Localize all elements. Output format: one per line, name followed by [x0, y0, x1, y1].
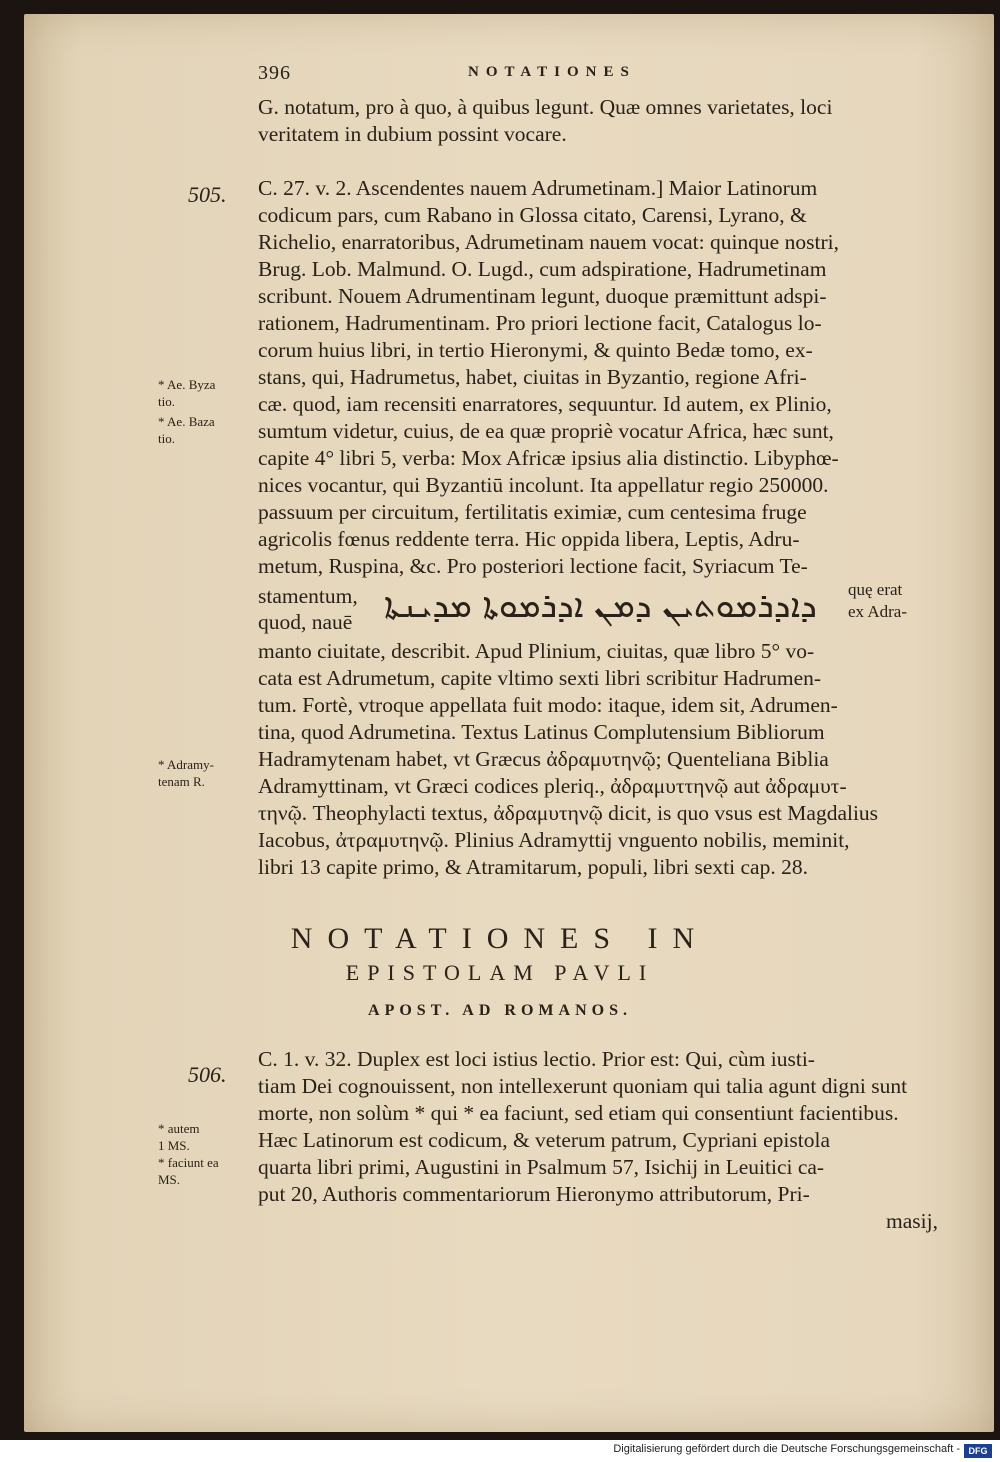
- text-line: Hæc Latinorum est codicum, & veterum patrum, Cypriani epistola: [258, 1128, 831, 1152]
- margin-note: * Ae. Baza: [158, 414, 215, 429]
- text-fragment: stamentum,: [258, 584, 358, 608]
- text-line: stans, qui, Hadrumetus, habet, ciuitas in Byzantio, regione Afri-: [258, 365, 807, 389]
- syriac-quotation: [258, 578, 938, 634]
- margin-note: * autem: [158, 1121, 200, 1136]
- text-line: metum, Ruspina, &c. Pro posteriori lectione facit, Syriacum Te-: [258, 554, 808, 578]
- section-subtitle-small: APOST. AD ROMANOS.: [368, 1002, 632, 1019]
- text-line: tiam Dei cognouissent, non intellexerunt quoniam qui talia agunt digni sunt: [258, 1074, 908, 1098]
- text-line: Brug. Lob. Malmund. O. Lugd., cum adspiratione, Hadrumetinam: [258, 257, 827, 281]
- text-line: cæ. quod, iam recensiti enarratores, sequuntur. Id autem, ex Plinio,: [258, 392, 832, 416]
- running-title: NOTATIONES: [468, 64, 636, 80]
- margin-note: * faciunt ea: [158, 1155, 219, 1170]
- text-fragment: ex Adra-: [848, 602, 908, 621]
- text-line: masij,: [886, 1209, 938, 1233]
- page-header: [258, 62, 938, 86]
- text-line: C. 1. v. 32. Duplex est loci istius lectio. Prior est: Qui, cùm iusti-: [258, 1047, 815, 1071]
- text-line: scribunt. Nouem Adrumentinam legunt, duoque præmittunt adspi-: [258, 284, 827, 308]
- text-line: corum huius libri, in tertio Hieronymi, & quinto Bedæ tomo, ex-: [258, 338, 813, 362]
- text-line: agricolis fœnus reddente terra. Hic oppida libera, Leptis, Adru-: [258, 527, 800, 551]
- text-line: G. notatum, pro à quo, à quibus legunt. Quæ omnes varietates, loci: [258, 95, 833, 119]
- dfg-logo: DFG: [964, 1444, 992, 1458]
- margin-note: tio.: [158, 394, 175, 409]
- margin-note: * Adramy-: [158, 757, 214, 772]
- text-line: morte, non solùm * qui * ea faciunt, sed etiam qui consentiunt facientibus.: [258, 1101, 899, 1125]
- text-line: Hadramytenam habet, vt Græcus ἀδραμυτηνῷ; Quenteliana Biblia: [258, 747, 829, 771]
- funding-note: Digitalisierung gefördert durch die Deutsche Forschungsgemeinschaft -: [613, 1443, 960, 1455]
- text-line: codicum pars, cum Rabano in Glossa citato, Carensi, Lyrano, &: [258, 203, 807, 227]
- text-line: tum. Fortè, vtroque appellata fuit modo: itaque, idem sit, Adrumen-: [258, 693, 838, 717]
- margin-note: MS.: [158, 1172, 181, 1187]
- text-line: capite 4° libri 5, verba: Mox Africæ ipsius alia distinctio. Libyphœ-: [258, 446, 839, 470]
- text-line: τηνῷ. Theophylacti textus, ἀδραμυτηνῷ dicit, is quo vsus est Magdalius: [258, 801, 879, 825]
- text-line: libri 13 capite primo, & Atramitarum, populi, libri sexti cap. 28.: [258, 855, 808, 879]
- margin-note: tio.: [158, 431, 175, 446]
- text-line: tina, quod Adrumetina. Textus Latinus Complutensium Bibliorum: [258, 720, 825, 744]
- text-line: quarta libri primi, Augustini in Psalmum 57, Isichij in Leuitici ca-: [258, 1155, 825, 1179]
- text-line: cata est Adrumetum, capite vltimo sexti libri scribitur Hadrumen-: [258, 666, 822, 690]
- margin-note: 1 MS.: [158, 1138, 190, 1153]
- text-line: nices vocantur, qui Byzantiū incolunt. Ita appellatur regio 250000.: [258, 473, 829, 497]
- text-line: veritatem in dubium possint vocare.: [258, 122, 567, 146]
- text-line: put 20, Authoris commentariorum Hieronymo attributorum, Pri-: [258, 1182, 810, 1206]
- text-fragment: quę erat: [848, 580, 903, 599]
- text-fragment: quod, nauē: [258, 610, 353, 634]
- text-line: sumtum videtur, cuius, de ea quæ propriè vocatur Africa, hæc sunt,: [258, 419, 834, 443]
- text-line: Adramyttinam, vt Græci codices pleriq., ἀδραμυττηνῷ aut ἀδραμυτ-: [258, 774, 847, 798]
- margin-number: 505.: [188, 182, 227, 207]
- syriac-text: ܕܐܕܪܡܘܬܝܢ ܕܡܢ ܐܕܪܡܘܬܐ ܡܕܝܢܬܐ: [384, 586, 817, 626]
- section-title: NOTATIONES IN: [290, 922, 710, 955]
- margin-number: 506.: [188, 1062, 227, 1087]
- text-line: Richelio, enarratoribus, Adrumetinam nauem vocat: quinque nostri,: [258, 230, 839, 254]
- page-number: 396: [258, 62, 291, 84]
- text-line: manto ciuitate, describit. Apud Plinium, ciuitas, quæ libro 5° vo-: [258, 639, 815, 663]
- text-line: rationem, Hadrumentinam. Pro priori lectione facit, Catalogus lo-: [258, 311, 822, 335]
- footer-bar: [0, 1440, 1000, 1462]
- margin-note: * Ae. Byza: [158, 377, 216, 392]
- text-line: Iacobus, ἀτραμυτηνῷ. Plinius Adramyttij vnguento nobilis, meminit,: [258, 828, 850, 852]
- text-line: C. 27. v. 2. Ascendentes nauem Adrumetinam.] Maior Latinorum: [258, 176, 818, 200]
- section-subtitle: EPISTOLAM PAVLI: [345, 960, 655, 985]
- margin-note: tenam R.: [158, 774, 205, 789]
- text-line: passuum per circuitum, fertilitatis eximiæ, cum centesima fruge: [258, 500, 807, 524]
